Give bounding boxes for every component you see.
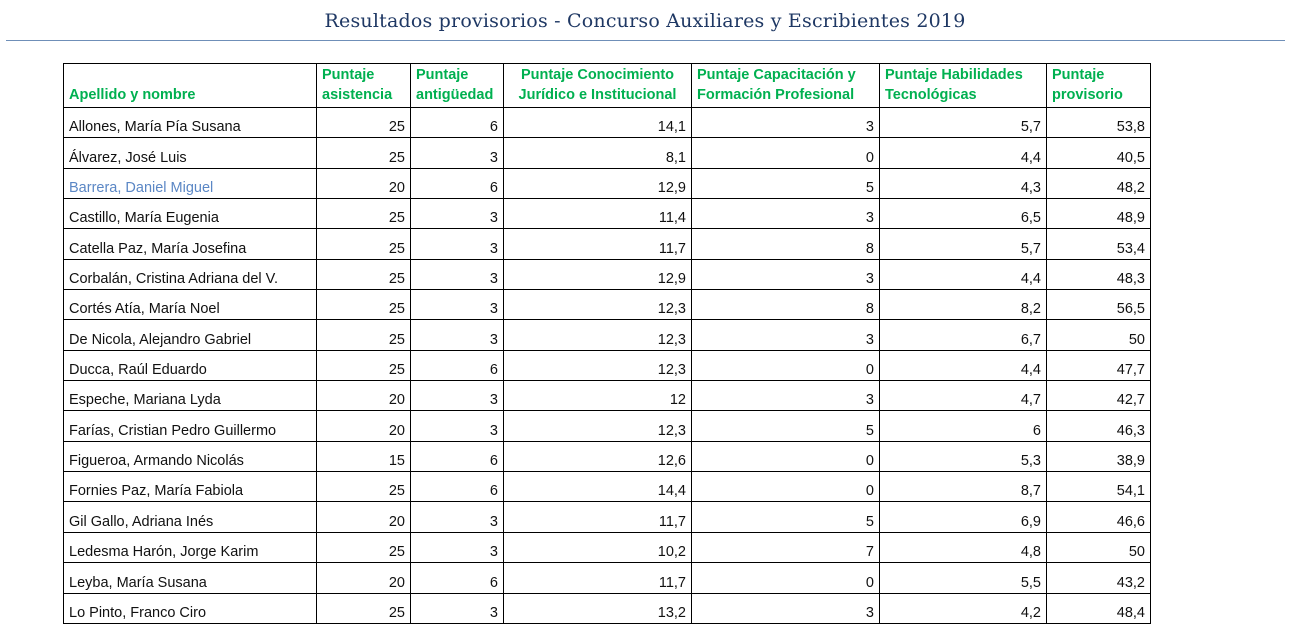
- cell-conocimiento: 12,6: [504, 441, 692, 471]
- cell-capacitacion: 5: [692, 502, 880, 532]
- cell-habilidades: 6,5: [880, 199, 1047, 229]
- cell-capacitacion: 3: [692, 108, 880, 138]
- cell-conocimiento: 12: [504, 381, 692, 411]
- cell-asistencia: 25: [317, 593, 411, 623]
- column-header-line1: Puntaje Conocimiento: [520, 67, 675, 83]
- cell-name: Fornies Paz, María Fabiola: [64, 472, 317, 502]
- column-header-provisorio: [1047, 64, 1151, 108]
- table-body: [64, 108, 1151, 624]
- cell-conocimiento: 12,3: [504, 290, 692, 320]
- column-header-line2: Jurídico e Institucional: [518, 87, 677, 103]
- cell-antiguedad: 6: [411, 168, 504, 198]
- table-row: [64, 168, 1151, 198]
- cell-provisorio: 50: [1047, 532, 1151, 562]
- cell-provisorio: 46,3: [1047, 411, 1151, 441]
- column-header-line2: Apellido y nombre: [69, 87, 196, 103]
- cell-asistencia: 20: [317, 563, 411, 593]
- cell-habilidades: 4,4: [880, 259, 1047, 289]
- cell-antiguedad: 3: [411, 199, 504, 229]
- cell-name: Espeche, Mariana Lyda: [64, 381, 317, 411]
- column-header-habilidades: [880, 64, 1047, 108]
- column-header-line1: Puntaje: [322, 67, 375, 83]
- cell-provisorio: 43,2: [1047, 563, 1151, 593]
- cell-habilidades: 6: [880, 411, 1047, 441]
- cell-asistencia: 25: [317, 229, 411, 259]
- cell-asistencia: 25: [317, 108, 411, 138]
- cell-conocimiento: 14,4: [504, 472, 692, 502]
- column-header-conocimiento: [504, 64, 692, 108]
- cell-asistencia: 20: [317, 411, 411, 441]
- column-header-line2: antigüedad: [416, 87, 494, 103]
- cell-name: Leyba, María Susana: [64, 563, 317, 593]
- cell-name: Castillo, María Eugenia: [64, 199, 317, 229]
- column-header-asistencia: [317, 64, 411, 108]
- cell-provisorio: 53,4: [1047, 229, 1151, 259]
- cell-habilidades: 6,7: [880, 320, 1047, 350]
- cell-capacitacion: 8: [692, 290, 880, 320]
- cell-capacitacion: 5: [692, 168, 880, 198]
- cell-conocimiento: 8,1: [504, 138, 692, 168]
- cell-conocimiento: 14,1: [504, 108, 692, 138]
- cell-name: Farías, Cristian Pedro Guillermo: [64, 411, 317, 441]
- cell-capacitacion: 0: [692, 441, 880, 471]
- cell-provisorio: 42,7: [1047, 381, 1151, 411]
- cell-provisorio: 54,1: [1047, 472, 1151, 502]
- cell-capacitacion: 3: [692, 259, 880, 289]
- cell-provisorio: 47,7: [1047, 350, 1151, 380]
- cell-capacitacion: 0: [692, 350, 880, 380]
- cell-capacitacion: 3: [692, 320, 880, 350]
- cell-provisorio: 56,5: [1047, 290, 1151, 320]
- cell-capacitacion: 7: [692, 532, 880, 562]
- cell-asistencia: 25: [317, 290, 411, 320]
- cell-asistencia: 25: [317, 472, 411, 502]
- cell-capacitacion: 0: [692, 138, 880, 168]
- column-header-capacitacion: [692, 64, 880, 108]
- cell-name: Catella Paz, María Josefina: [64, 229, 317, 259]
- cell-habilidades: 6,9: [880, 502, 1047, 532]
- cell-conocimiento: 12,3: [504, 411, 692, 441]
- cell-conocimiento: 11,7: [504, 229, 692, 259]
- cell-conocimiento: 12,9: [504, 168, 692, 198]
- cell-antiguedad: 3: [411, 411, 504, 441]
- cell-antiguedad: 3: [411, 290, 504, 320]
- cell-name: Figueroa, Armando Nicolás: [64, 441, 317, 471]
- column-header-line1: Puntaje Capacitación y: [697, 67, 856, 83]
- table-header-row: [64, 64, 1151, 108]
- column-header-line1: Puntaje: [416, 67, 469, 83]
- cell-capacitacion: 3: [692, 593, 880, 623]
- cell-asistencia: 20: [317, 502, 411, 532]
- cell-conocimiento: 11,4: [504, 199, 692, 229]
- table-row: [64, 199, 1151, 229]
- cell-asistencia: 25: [317, 138, 411, 168]
- cell-provisorio: 50: [1047, 320, 1151, 350]
- cell-name: De Nicola, Alejandro Gabriel: [64, 320, 317, 350]
- cell-antiguedad: 3: [411, 138, 504, 168]
- cell-antiguedad: 3: [411, 229, 504, 259]
- cell-asistencia: 25: [317, 350, 411, 380]
- cell-provisorio: 46,6: [1047, 502, 1151, 532]
- cell-asistencia: 25: [317, 199, 411, 229]
- column-header-line2: asistencia: [322, 87, 393, 103]
- cell-asistencia: 20: [317, 168, 411, 198]
- column-header-line2: Tecnológicas: [885, 87, 977, 103]
- cell-capacitacion: 3: [692, 381, 880, 411]
- table-row: [64, 259, 1151, 289]
- table-row: [64, 381, 1151, 411]
- cell-antiguedad: 6: [411, 350, 504, 380]
- cell-habilidades: 8,2: [880, 290, 1047, 320]
- cell-antiguedad: 3: [411, 502, 504, 532]
- cell-provisorio: 53,8: [1047, 108, 1151, 138]
- cell-habilidades: 5,7: [880, 229, 1047, 259]
- cell-asistencia: 25: [317, 532, 411, 562]
- page-title: Resultados provisorios - Concurso Auxiliares y Escribientes 2019: [324, 10, 966, 32]
- title-divider: [6, 40, 1285, 41]
- column-header-name: [64, 64, 317, 108]
- cell-conocimiento: 12,9: [504, 259, 692, 289]
- column-header-line1: Puntaje Habilidades: [885, 67, 1023, 83]
- cell-habilidades: 4,3: [880, 168, 1047, 198]
- cell-name: Ducca, Raúl Eduardo: [64, 350, 317, 380]
- cell-habilidades: 4,4: [880, 350, 1047, 380]
- table-row: [64, 411, 1151, 441]
- cell-antiguedad: 6: [411, 472, 504, 502]
- cell-habilidades: 5,7: [880, 108, 1047, 138]
- column-header-line2: Formación Profesional: [697, 87, 855, 103]
- cell-conocimiento: 11,7: [504, 502, 692, 532]
- cell-capacitacion: 0: [692, 472, 880, 502]
- cell-name: Allones, María Pía Susana: [64, 108, 317, 138]
- cell-name: Cortés Atía, María Noel: [64, 290, 317, 320]
- cell-provisorio: 48,4: [1047, 593, 1151, 623]
- cell-asistencia: 25: [317, 320, 411, 350]
- cell-antiguedad: 6: [411, 108, 504, 138]
- cell-conocimiento: 13,2: [504, 593, 692, 623]
- cell-habilidades: 4,2: [880, 593, 1047, 623]
- table-row: [64, 472, 1151, 502]
- cell-capacitacion: 5: [692, 411, 880, 441]
- cell-asistencia: 20: [317, 381, 411, 411]
- cell-habilidades: 5,5: [880, 563, 1047, 593]
- cell-name: Corbalán, Cristina Adriana del V.: [64, 259, 317, 289]
- cell-provisorio: 48,3: [1047, 259, 1151, 289]
- table-row: [64, 502, 1151, 532]
- table-row: [64, 350, 1151, 380]
- cell-name: Álvarez, José Luis: [64, 138, 317, 168]
- cell-habilidades: 5,3: [880, 441, 1047, 471]
- column-header-line2: provisorio: [1052, 87, 1123, 103]
- table-row: [64, 532, 1151, 562]
- cell-asistencia: 15: [317, 441, 411, 471]
- cell-capacitacion: 8: [692, 229, 880, 259]
- cell-habilidades: 4,8: [880, 532, 1047, 562]
- cell-antiguedad: 3: [411, 259, 504, 289]
- cell-conocimiento: 10,2: [504, 532, 692, 562]
- cell-name: Ledesma Harón, Jorge Karim: [64, 532, 317, 562]
- cell-antiguedad: 3: [411, 532, 504, 562]
- cell-conocimiento: 11,7: [504, 563, 692, 593]
- table-row: [64, 593, 1151, 623]
- table-row: [64, 563, 1151, 593]
- cell-antiguedad: 3: [411, 320, 504, 350]
- cell-asistencia: 25: [317, 259, 411, 289]
- cell-conocimiento: 12,3: [504, 350, 692, 380]
- cell-habilidades: 4,4: [880, 138, 1047, 168]
- results-table: [63, 63, 1151, 624]
- cell-conocimiento: 12,3: [504, 320, 692, 350]
- cell-name: Gil Gallo, Adriana Inés: [64, 502, 317, 532]
- table-row: [64, 229, 1151, 259]
- cell-provisorio: 48,2: [1047, 168, 1151, 198]
- table-row: [64, 138, 1151, 168]
- cell-capacitacion: 3: [692, 199, 880, 229]
- cell-provisorio: 48,9: [1047, 199, 1151, 229]
- table-row: [64, 108, 1151, 138]
- cell-provisorio: 38,9: [1047, 441, 1151, 471]
- cell-antiguedad: 3: [411, 593, 504, 623]
- column-header-line1: Puntaje: [1052, 67, 1105, 83]
- table-row: [64, 441, 1151, 471]
- cell-habilidades: 8,7: [880, 472, 1047, 502]
- column-header-antiguedad: [411, 64, 504, 108]
- cell-provisorio: 40,5: [1047, 138, 1151, 168]
- cell-name: Lo Pinto, Franco Ciro: [64, 593, 317, 623]
- table-row: [64, 290, 1151, 320]
- cell-antiguedad: 6: [411, 441, 504, 471]
- cell-habilidades: 4,7: [880, 381, 1047, 411]
- cell-antiguedad: 6: [411, 563, 504, 593]
- cell-antiguedad: 3: [411, 381, 504, 411]
- cell-capacitacion: 0: [692, 563, 880, 593]
- table-row: [64, 320, 1151, 350]
- cell-name: Barrera, Daniel Miguel: [64, 168, 317, 198]
